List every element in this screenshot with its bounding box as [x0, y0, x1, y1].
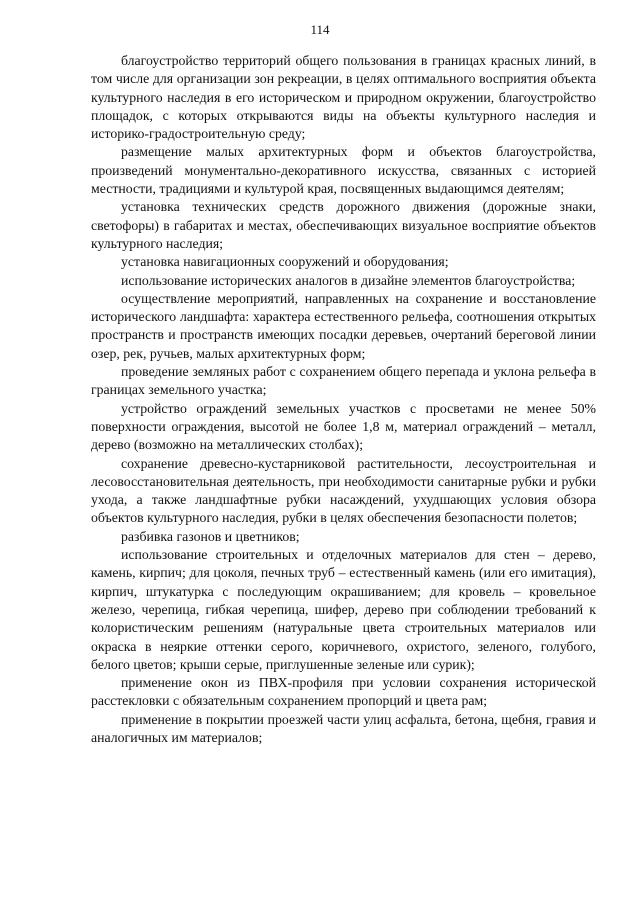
paragraph-building-materials: использование строительных и отделочных материалов для стен – дерево, камень, кирпич; для цоколя, печных труб – естественный камень (или его имитация), кирпич, штукатурка с последующим окрашиванием; для кровель – кровельное железо, черепица, гибкая черепица, шифер, дерево при соблюдении требований к колористическим решениям (натуральные цвета строительных материалов или окраска в неяркие оттенки серого, коричневого, охристого, зеленого, голубого, белого цветов; крыши серые, приглушенные зеленые или сурик); [91, 547, 596, 672]
paragraph-lawns-and-flowerbeds: разбивка газонов и цветников; [121, 528, 300, 544]
paragraph-landscape-restoration: осуществление мероприятий, направленных на сохранение и восстановление исторического ландшафта: характера естественного рельефа, соотношения открытых пространств и пространств имеющих посадки деревьев, очертаний береговой линии озер, рек, ручьев, малых архитектурных форм; [91, 290, 596, 361]
paragraph-vegetation-preservation: сохранение древесно-кустарниковой растительности, лесоустроительная и лесовосстановительная деятельность, при необходимости санитарные рубки и рубки ухода, а также ландшафтные рубки насаждений, ухудшающих условия обзора объектов культурного наследия, рубки в целях обеспечения безопасности полетов; [91, 455, 596, 526]
paragraph-road-surfacing: применение в покрытии проезжей части улиц асфальта, бетона, щебня, гравия и аналогичных им материалов; [91, 711, 596, 745]
page-number: 114 [310, 22, 330, 37]
paragraph-small-architectural-forms: размещение малых архитектурных форм и объектов благоустройства, произведений монументально-декоративного искусства, связанных с историей местности, традициями и культурой края, посвященных выдающимся деятелям; [91, 144, 596, 197]
paragraph-pvc-windows: применение окон из ПВХ-профиля при условии сохранения исторической расстекловки с обязательным сохранением пропорций и цвета рам; [91, 675, 596, 709]
paragraph-fencing: устройство ограждений земельных участков с просветами не менее 50% поверхности ограждения, высотой не более 1,8 м, материал ограждений – металл, дерево (возможно на металлических столбах); [91, 400, 596, 453]
paragraph-earthworks: проведение земляных работ с сохранением общего перепада и уклона рельефа в границах земельного участка; [91, 364, 596, 398]
paragraph-historical-analogues: использование исторических аналогов в дизайне элементов благоустройства; [121, 272, 576, 288]
paragraph-public-space-improvement: благоустройство территорий общего пользования в границах красных линий, в том числе для организации зон рекреации, в целях оптимального восприятия объекта культурного наследия в его историческом и природном окружении, благоустройство площадок, с которых открываются виды на объекты культурного наследия и историко-градостроительную среду; [91, 53, 596, 142]
paragraph-navigation-structures: установка навигационных сооружений и оборудования; [121, 254, 449, 270]
paragraph-traffic-control-devices: установка технических средств дорожного движения (дорожные знаки, светофоры) в габаритах и местах, обеспечивающих визуальное восприятие объектов культурного наследия; [91, 199, 596, 251]
document-body [91, 52, 596, 747]
